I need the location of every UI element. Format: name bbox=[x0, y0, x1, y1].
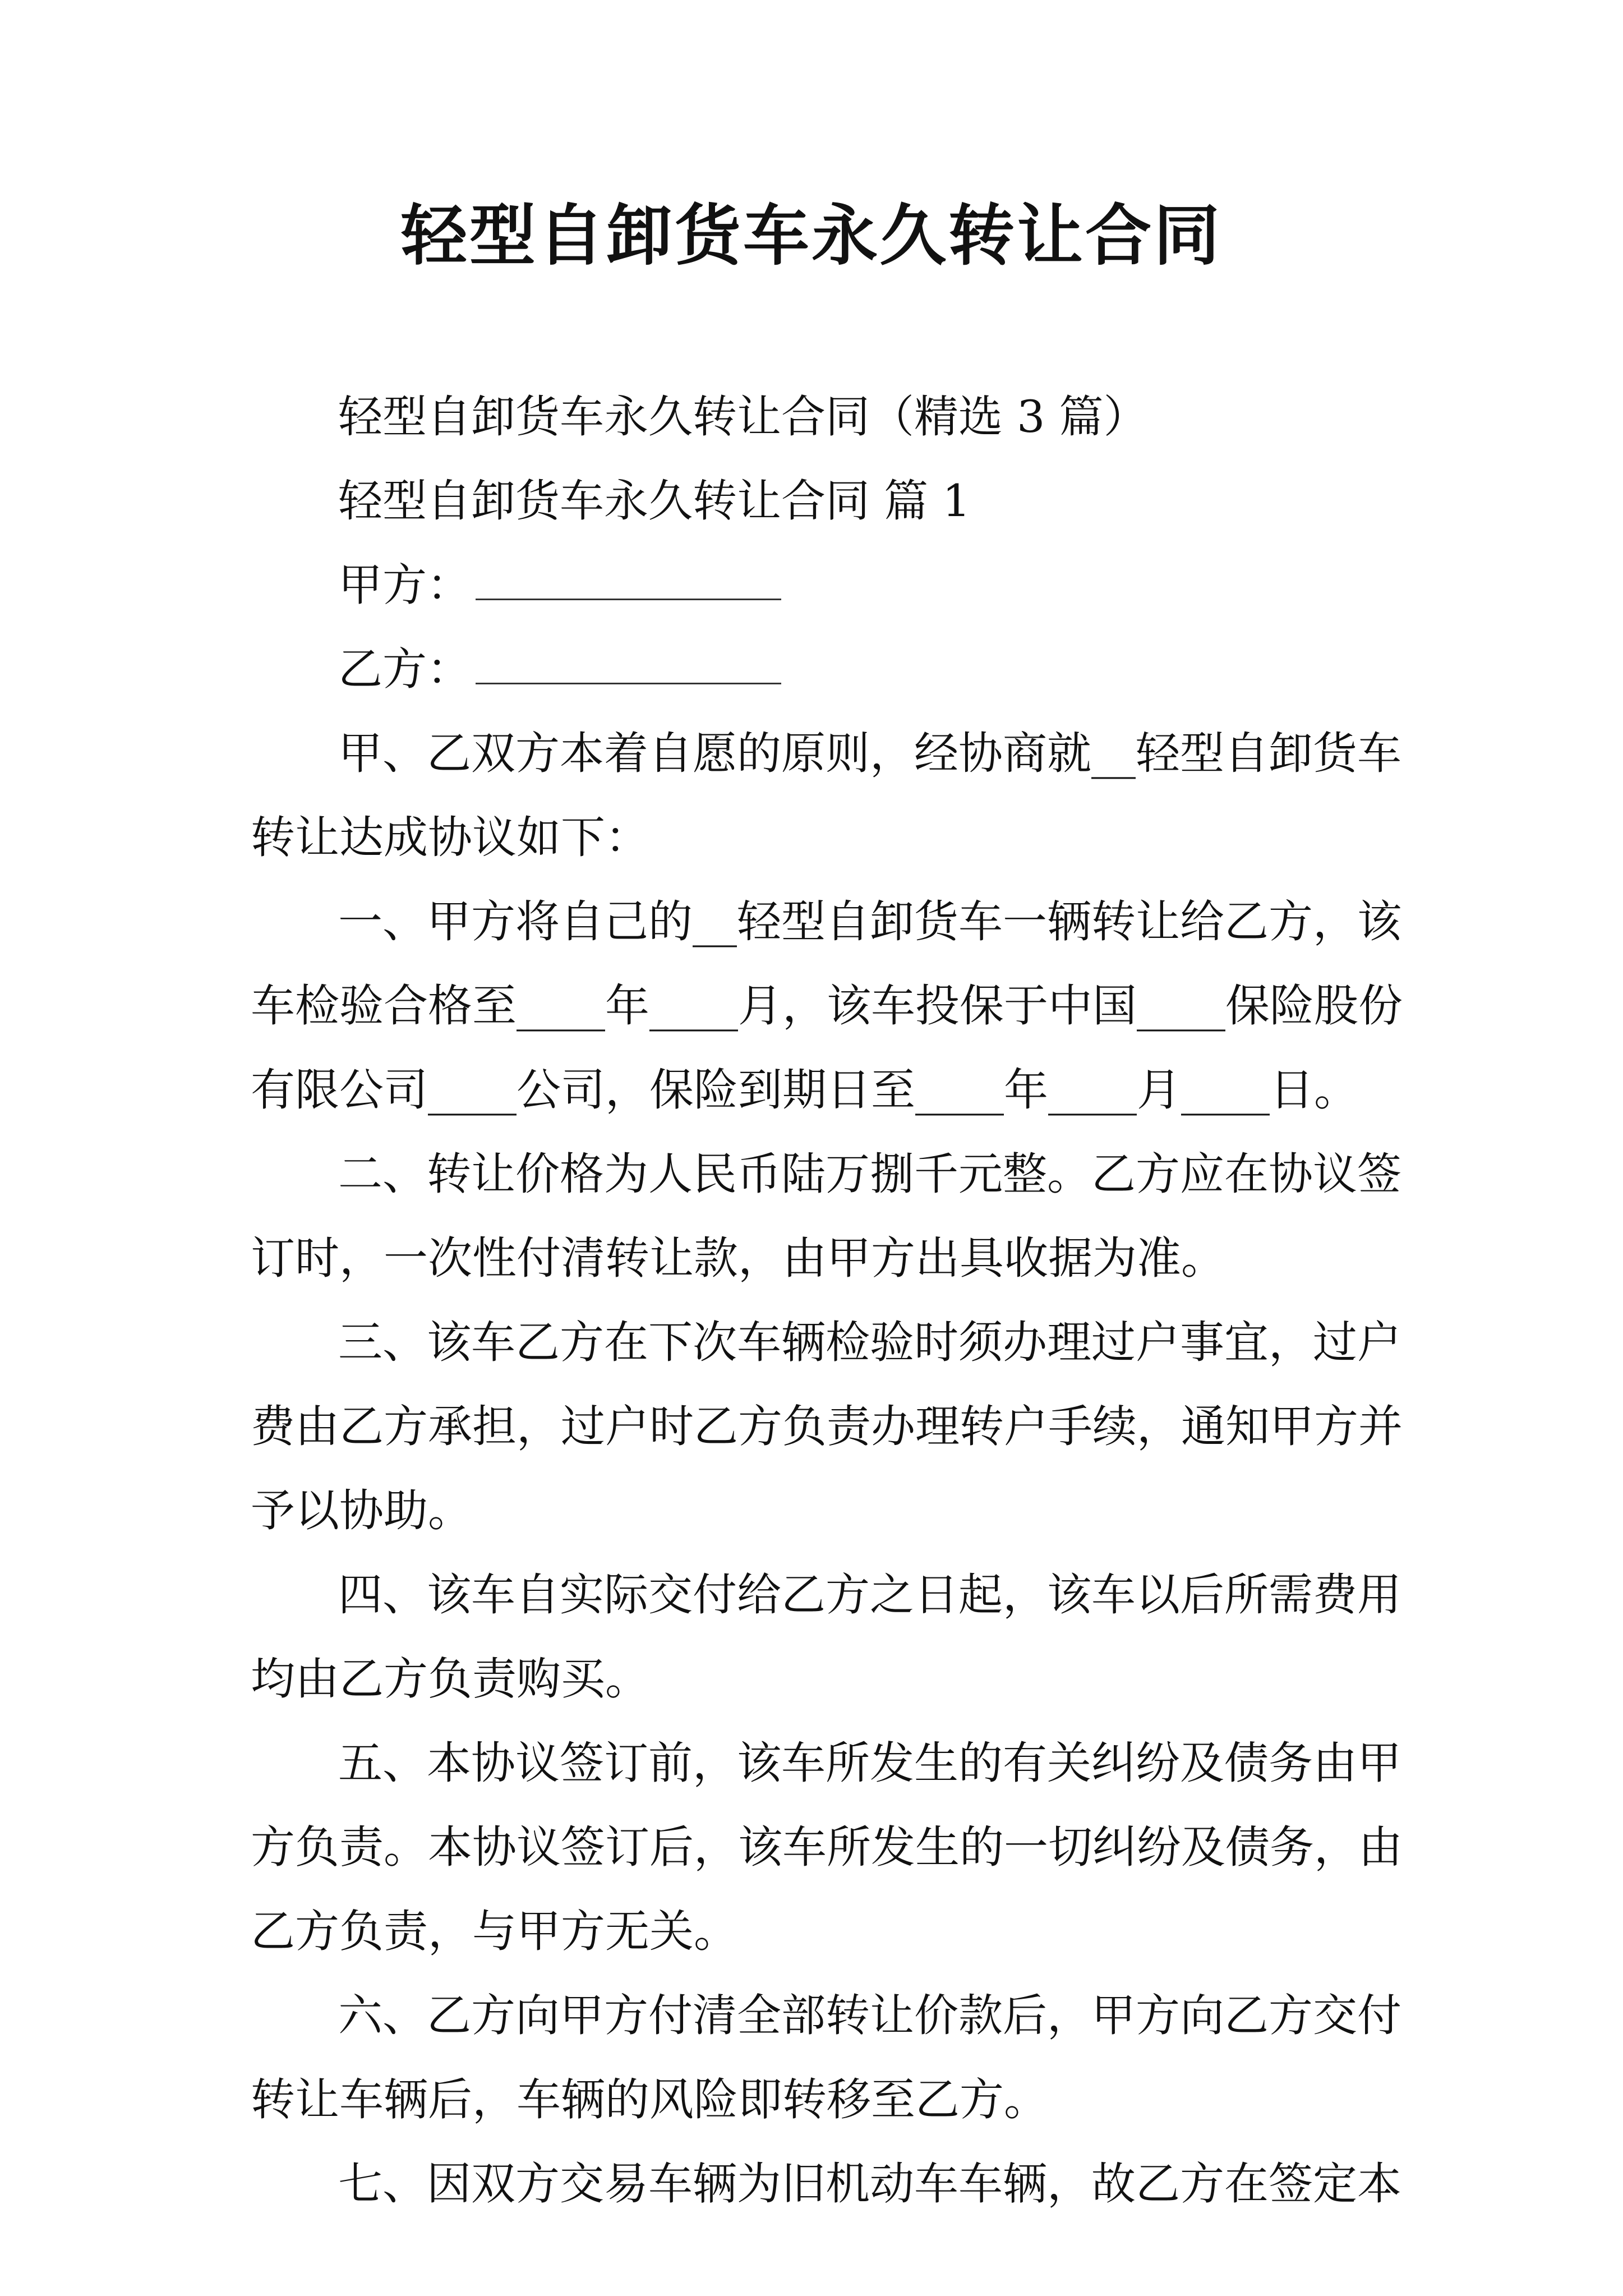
text-line-content: 有限公司____公司，保险到期日至____年____月____日。 bbox=[251, 1064, 1358, 1116]
text-line bbox=[251, 1384, 1403, 1469]
text-line-content: 甲方： bbox=[338, 559, 471, 611]
text-line-content: 七、因双方交易车辆为旧机动车车辆，故乙方在签定本 bbox=[338, 2158, 1401, 2210]
fill-in-blank bbox=[476, 638, 781, 684]
fill-in-blank bbox=[476, 554, 781, 600]
text-line bbox=[251, 795, 1384, 880]
text-line-content: 方负责。本协议签订后，该车所发生的一切纠纷及债务，由 bbox=[251, 1821, 1403, 1873]
text-line-content: 乙方： bbox=[338, 643, 471, 695]
text-line bbox=[251, 1216, 1384, 1300]
text-line bbox=[251, 375, 1384, 459]
text-line bbox=[251, 459, 1384, 543]
text-line-content: 五、本协议签订前，该车所发生的有关纠纷及债务由甲 bbox=[338, 1737, 1401, 1789]
text-line-content: 一、甲方将自己的__轻型自卸货车一辆转让给乙方，该 bbox=[338, 896, 1401, 947]
text-line bbox=[251, 1637, 1384, 1721]
text-line bbox=[251, 1973, 1401, 2058]
text-line-content: 六、乙方向甲方付清全部转让价款后，甲方向乙方交付 bbox=[338, 1990, 1401, 2041]
text-line bbox=[251, 1553, 1401, 1637]
text-line-content: 转让车辆后，车辆的风险即转移至乙方。 bbox=[251, 2074, 1048, 2125]
document-body bbox=[251, 375, 1403, 2226]
text-line bbox=[251, 1300, 1401, 1384]
text-line bbox=[251, 1805, 1403, 1889]
text-line-content: 均由乙方负责购买。 bbox=[251, 1653, 649, 1705]
text-line-content: 甲、乙双方本着自愿的原则，经协商就__轻型自卸货车 bbox=[338, 728, 1401, 779]
text-line bbox=[251, 2142, 1401, 2226]
text-line-content: 订时，一次性付清转让款，由甲方出具收据为准。 bbox=[251, 1232, 1225, 1284]
text-line-content: 车检验合格至____年____月，该车投保于中国____保险股份 bbox=[251, 980, 1403, 1032]
document-title: 轻型自卸货车永久转让合同 bbox=[400, 197, 1222, 274]
text-line bbox=[251, 711, 1401, 795]
text-line-content: 轻型自卸货车永久转让合同（精选 3 篇） bbox=[338, 391, 1148, 443]
text-line-content: 四、该车自实际交付给乙方之日起，该车以后所需费用 bbox=[338, 1569, 1401, 1621]
text-line bbox=[251, 627, 1384, 711]
text-line bbox=[251, 964, 1403, 1048]
text-line-content: 轻型自卸货车永久转让合同 篇 1 bbox=[338, 475, 971, 527]
text-line bbox=[251, 2058, 1384, 2142]
text-line bbox=[251, 880, 1401, 964]
text-line bbox=[251, 1721, 1401, 1805]
text-line-content: 转让达成协议如下： bbox=[251, 812, 649, 863]
text-line bbox=[251, 1889, 1384, 1973]
text-line bbox=[251, 1132, 1401, 1216]
text-line-content: 二、转让价格为人民币陆万捌千元整。乙方应在协议签 bbox=[338, 1148, 1401, 1200]
text-line bbox=[251, 543, 1384, 627]
text-line-content: 予以协助。 bbox=[251, 1485, 472, 1536]
text-line-content: 乙方负责，与甲方无关。 bbox=[251, 1906, 738, 1957]
text-line bbox=[251, 1469, 1384, 1553]
text-line-content: 费由乙方承担，过户时乙方负责办理转户手续，通知甲方并 bbox=[251, 1401, 1403, 1452]
text-line-content: 三、该车乙方在下次车辆检验时须办理过户事宜，过户 bbox=[338, 1317, 1401, 1368]
text-line bbox=[251, 1048, 1384, 1132]
